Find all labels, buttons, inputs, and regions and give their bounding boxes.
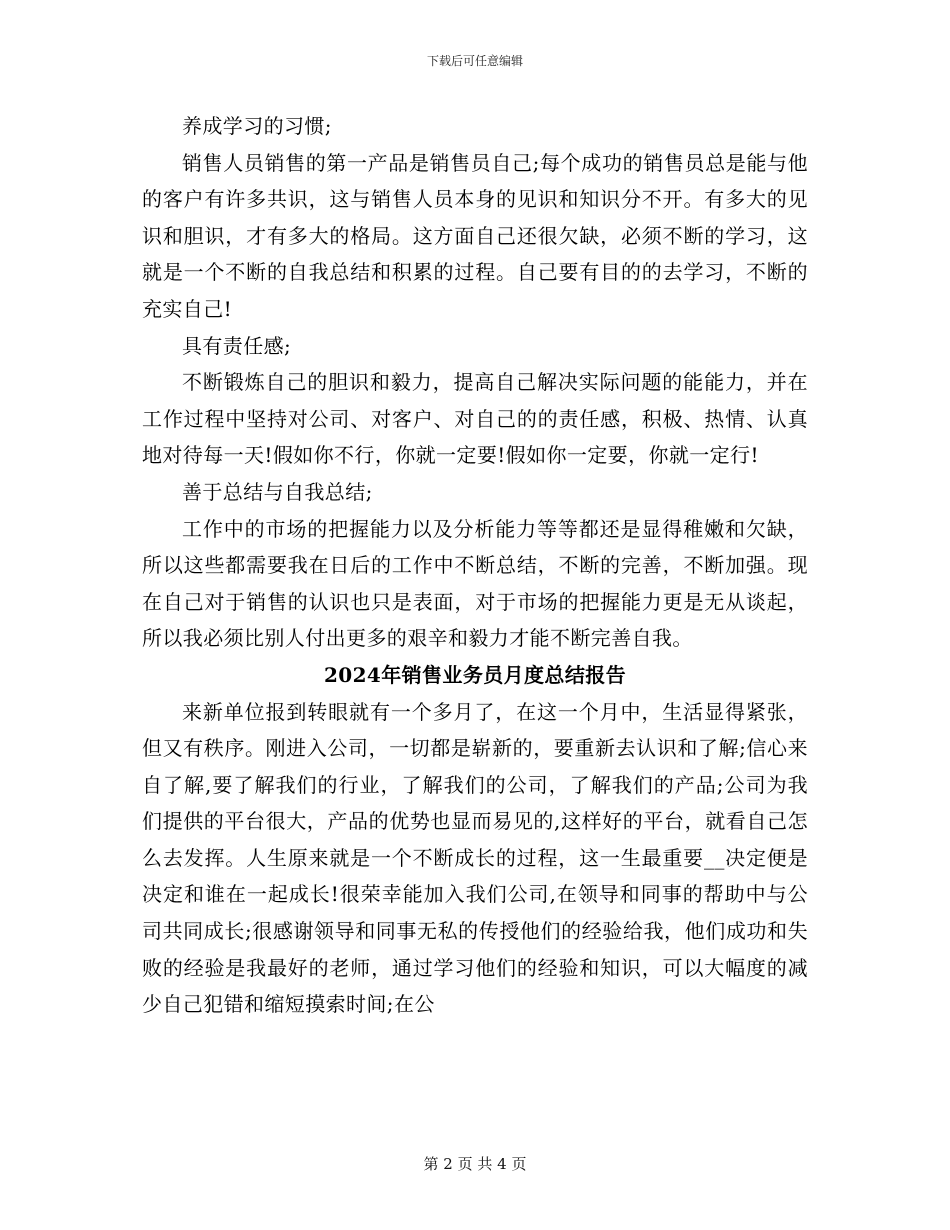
paragraph: 养成学习的习惯; (182, 114, 332, 138)
paragraph: 工作中的市场的把握能力以及分析能力等等都还是显得稚嫩和欠缺，所以这些都需要我在日后的工作中不断总结，不断的完善，不断加强。现在自己对于销售的认识也只是表面，对于市场的把握能力更是无从谈起，所以我必须比别人付出更多的艰辛和毅力才能不断完善自我。 (142, 516, 808, 651)
document-body (142, 108, 808, 1023)
paragraph: 销售人员销售的第一产品是销售员自己;每个成功的销售员总是能与他的客户有许多共识，这与销售人员本身的见识和知识分不开。有多大的见识和胆识，才有多大的格局。这方面自己还很欠缺，必须不断的学习，这就是一个不断的自我总结和积累的过程。自己要有目的的去学习，不断的充实自己! (142, 150, 808, 321)
paragraph: 来新单位报到转眼就有一个多月了，在这一个月中，生活显得紧张，但又有秩序。刚进入公司，一切都是崭新的，要重新去认识和了解;信心来自了解,要了解我们的行业，了解我们的公司，了解我们的产品;公司为我们提供的平台很大，产品的优势也显而易见的,这样好的平台，就看自己怎么去发挥。人生原来就是一个不断成长的过程，这一生最重要__决定便是决定和谁在一起成长!很荣幸能加入我们公司,在领导和同事的帮助中与公司共同成长;很感谢领导和同事无私的传授他们的经验给我，他们成功和失败的经验是我最好的老师，通过学习他们的经验和知识，可以大幅度的减少自己犯错和缩短摸索时间;在公 (142, 699, 808, 1017)
page-number: 第 2 页 共 4 页 (423, 1155, 527, 1173)
paragraph: 具有责任感; (182, 333, 292, 358)
page-header: 下载后可任意编辑 (426, 54, 523, 68)
paragraph: 善于总结与自我总结; (182, 479, 373, 504)
paragraph: 不断锻炼自己的胆识和毅力，提高自己解决实际问题的能能力，并在工作过程中坚持对公司、对客户、对自己的的责任感，积极、热情、认真地对待每一天!假如你不行，你就一定要!假如你一定要，你就一定行! (142, 370, 808, 468)
section-title: 2024年销售业务员月度总结报告 (323, 662, 627, 687)
